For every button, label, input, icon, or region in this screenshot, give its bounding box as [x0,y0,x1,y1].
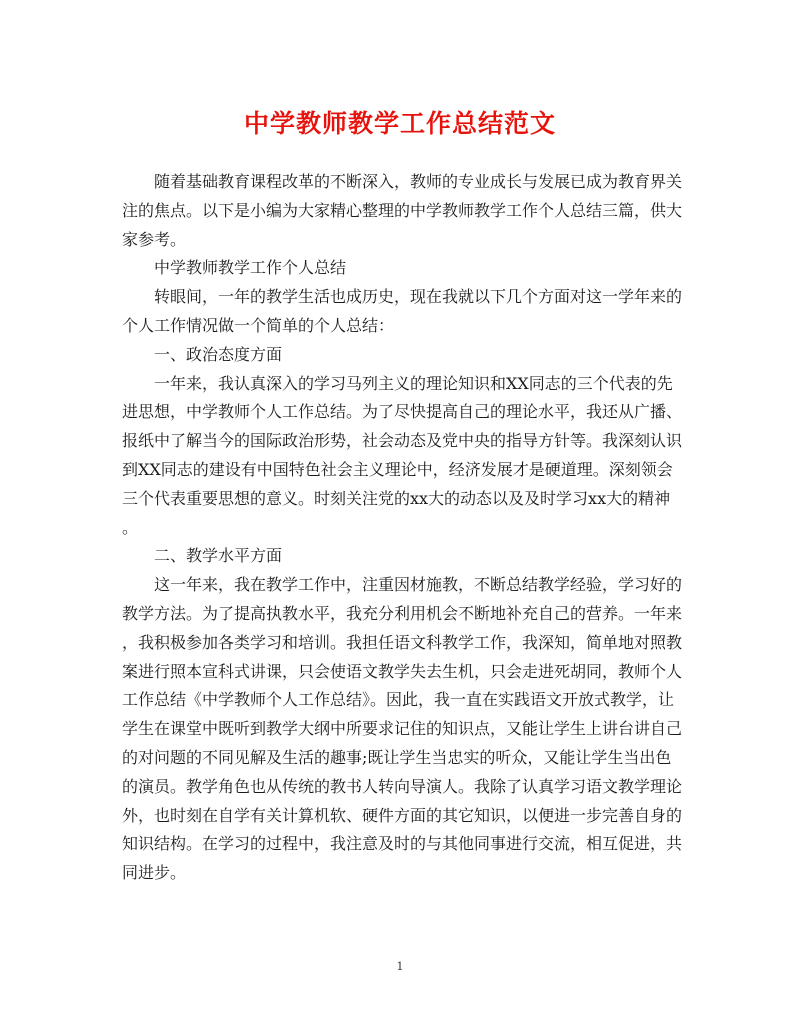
text-line: 这一年来，我在教学工作中，注重因材施教，不断总结教学经验，学习好的 [154,575,683,595]
text-line: ，我积极参加各类学习和培训。我担任语文科教学工作，我深知，简单地对照教 [122,632,683,652]
text-line: 的演员。教学角色也从传统的教书人转向导演人。我除了认真学习语文教学理论 [122,776,683,796]
text-line: 的对问题的不同见解及生活的趣事;既让学生当忠实的听众，又能让学生当出色 [122,747,672,767]
text-line: 进思想，中学教师个人工作总结。为了尽快提高自己的理论水平，我还从广播、 [122,402,683,422]
text-line: 。 [122,517,139,537]
text-line: 外，也时刻在自学有关计算机软、硬件方面的其它知识，以便进一步完善自身的 [122,805,683,825]
text-line: 家参考。 [122,229,187,249]
document-title: 中学教师教学工作总结范文 [243,109,556,138]
text-line: 个人工作情况做一个简单的个人总结： [122,315,395,335]
text-line: 三个代表重要思想的意义。时刻关注党的xx大的动态以及及时学习xx大的精神 [122,488,671,508]
text-line: 报纸中了解当今的国际政治形势，社会动态及党中央的指导方针等。我深刻认识 [122,431,683,451]
text-line: 二、教学水平方面 [154,546,283,566]
text-line: 转眼间，一年的教学生活也成历史，现在我就以下几个方面对这一学年来的 [154,287,683,307]
document-body [122,168,683,888]
text-line: 到XX同志的建设有中国特色社会主义理论中，经济发展才是硬道理。深刻领会 [122,459,673,479]
text-line: 注的焦点。以下是小编为大家精心整理的中学教师教学工作个人总结三篇，供大 [122,200,683,220]
text-line: 一、政治态度方面 [154,344,283,364]
text-line: 工作总结《中学教师个人工作总结》。因此，我一直在实践语文开放式教学，让 [122,690,675,710]
text-line: 教学方法。为了提高执教水平，我充分利用机会不断地补充自己的营养。一年来 [122,603,683,623]
text-line: 随着基础教育课程改革的不断深入，教师的专业成长与发展已成为教育界关 [154,172,683,191]
text-line: 中学教师教学工作个人总结 [154,258,347,278]
text-line: 一年来，我认真深入的学习马列主义的理论知识和XX同志的三个代表的先 [154,373,673,393]
page-number: 1 [396,960,404,973]
text-line: 知识结构。在学习的过程中，我注意及时的与其他同事进行交流，相互促进，共 [122,834,683,854]
text-line: 学生在课堂中既听到教学大纲中所要求记住的知识点，又能让学生上讲台讲自己 [122,719,683,739]
text-line: 同进步。 [122,863,187,883]
text-line: 案进行照本宣科式讲课，只会使语文教学失去生机，只会走进死胡同，教师个人 [122,661,683,681]
